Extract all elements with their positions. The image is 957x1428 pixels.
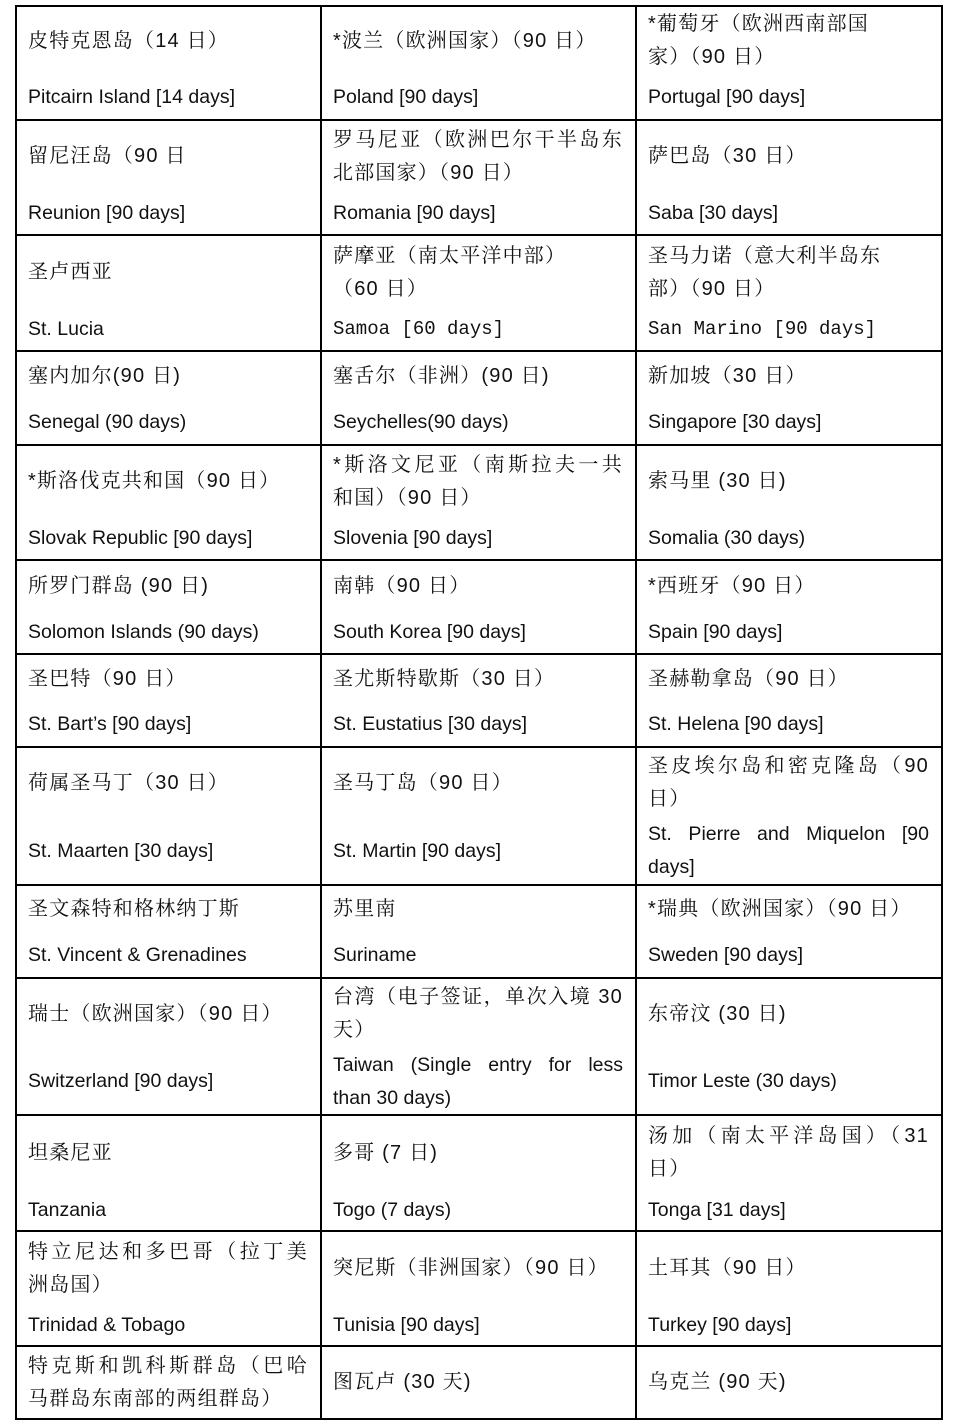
- english-name: [333, 75, 623, 119]
- chinese-name: [648, 7, 929, 75]
- table-cell: [17, 1347, 322, 1420]
- chinese-name: [648, 1347, 929, 1418]
- english-text-line: St. Eustatius [30 days]: [333, 713, 528, 735]
- chinese-name: [333, 886, 623, 933]
- table-cell: [17, 1232, 322, 1347]
- english-name: [648, 1190, 929, 1230]
- chinese-name: [648, 1116, 929, 1190]
- table-cell: [17, 886, 322, 979]
- table-row: [17, 121, 943, 236]
- english-text-line: Suriname: [333, 943, 417, 966]
- chinese-name: [333, 655, 623, 703]
- chinese-name: [28, 979, 308, 1049]
- chinese-text-line: 塞舌尔（非洲）(90 日): [333, 365, 550, 387]
- chinese-name: [28, 748, 308, 818]
- english-name: [333, 1190, 623, 1230]
- english-text-line: Spain [90 days]: [648, 620, 783, 643]
- table-cell: [17, 236, 322, 352]
- table-cell: [17, 748, 322, 886]
- chinese-text-line: 圣马丁岛（90 日）: [333, 771, 513, 794]
- chinese-text-line: 和国）（90 日）: [333, 486, 482, 509]
- english-name: [648, 309, 929, 350]
- chinese-name: [648, 1232, 929, 1305]
- chinese-name: [28, 236, 308, 309]
- chinese-text-line: 天）: [333, 1019, 376, 1041]
- english-text-line: days]: [648, 856, 695, 878]
- english-text-line: than 30 days): [333, 1086, 452, 1109]
- chinese-text-line: 新加坡（30 日）: [648, 365, 807, 387]
- chinese-name: [648, 121, 929, 192]
- english-name: [648, 401, 929, 444]
- table-cell: [637, 121, 943, 236]
- english-name: [333, 309, 623, 350]
- table-cell: [637, 446, 943, 561]
- chinese-text-line: *葡萄牙（欧洲西南部国: [648, 13, 869, 35]
- chinese-text-line: 圣尤斯特歇斯（30 日）: [333, 667, 556, 690]
- chinese-text-line: 圣赫勒拿岛（90 日）: [648, 667, 850, 690]
- chinese-text-line: 荷属圣马丁（30 日）: [28, 771, 230, 794]
- chinese-text-line: 圣文森特和格林纳丁斯: [28, 898, 240, 920]
- table-cell: [322, 236, 637, 352]
- english-name: [28, 309, 308, 350]
- chinese-text-line: 土耳其（90 日）: [648, 1257, 807, 1279]
- table-cell: [322, 1116, 637, 1232]
- table-cell: [637, 236, 943, 352]
- english-text-line: Taiwan (Single entry for less: [333, 1053, 623, 1076]
- chinese-text-line: 特克斯和凯科斯群岛（巴哈: [28, 1354, 308, 1377]
- english-text-line: South Korea [90 days]: [333, 620, 526, 643]
- english-name: [28, 611, 308, 653]
- table-row: [17, 352, 943, 446]
- chinese-name: [333, 748, 623, 818]
- chinese-text-line: 东帝汶 (30 日): [648, 1002, 787, 1025]
- english-text-line: St. Vincent & Grenadines: [28, 943, 247, 966]
- chinese-text-line: 所罗门群岛 (90 日): [28, 574, 210, 597]
- chinese-name: [648, 655, 929, 703]
- chinese-text-line: 图瓦卢 (30 天): [333, 1371, 472, 1393]
- chinese-name: [648, 236, 929, 309]
- table-cell: [322, 352, 637, 446]
- english-name: [333, 611, 623, 653]
- english-text-line: Somalia (30 days): [648, 526, 806, 549]
- table-row: [17, 446, 943, 561]
- table-cell: [322, 886, 637, 979]
- english-text-line: Romania [90 days]: [333, 201, 496, 224]
- table-cell: [637, 7, 943, 121]
- table-cell: [322, 121, 637, 236]
- table-row: [17, 1232, 943, 1347]
- english-text-line: St. Bart’s [90 days]: [28, 713, 192, 735]
- english-name: [333, 933, 623, 977]
- table-cell: [322, 446, 637, 561]
- chinese-text-line: *瑞典（欧洲国家）（90 日）: [648, 898, 912, 920]
- table-row: [17, 1347, 943, 1420]
- table-cell: [322, 979, 637, 1116]
- english-text-line: Tunisia [90 days]: [333, 1313, 480, 1336]
- chinese-text-line: 汤加（南太平洋岛国）（31: [648, 1125, 929, 1147]
- chinese-name: [28, 655, 308, 703]
- chinese-text-line: *波兰（欧洲国家）（90 日）: [333, 29, 597, 52]
- table-cell: [637, 748, 943, 886]
- english-text-line: Sweden [90 days]: [648, 943, 804, 966]
- english-text-line: St. Maarten [30 days]: [28, 839, 214, 862]
- table-row: [17, 655, 943, 748]
- english-name: [648, 517, 929, 559]
- table-cell: [637, 352, 943, 446]
- table-cell: [637, 886, 943, 979]
- chinese-text-line: 萨摩亚（南太平洋中部）: [333, 244, 567, 267]
- english-name: [28, 517, 308, 559]
- table-cell: [322, 655, 637, 748]
- english-text-line: Poland [90 days]: [333, 85, 479, 108]
- chinese-name: [648, 979, 929, 1049]
- chinese-name: [333, 236, 623, 309]
- chinese-name: [648, 352, 929, 401]
- chinese-name: [333, 979, 623, 1049]
- table-cell: [17, 446, 322, 561]
- english-name: [333, 517, 623, 559]
- english-name: [28, 1190, 308, 1230]
- chinese-text-line: 洲岛国）: [28, 1273, 113, 1296]
- table-cell: [322, 1232, 637, 1347]
- chinese-name: [333, 1116, 623, 1190]
- chinese-text-line: 日）: [648, 1158, 691, 1180]
- english-name: [28, 933, 308, 977]
- english-text-line: Singapore [30 days]: [648, 411, 822, 433]
- table-cell: [17, 7, 322, 121]
- english-name: [648, 192, 929, 234]
- english-text-line: St. Helena [90 days]: [648, 713, 824, 735]
- chinese-text-line: *斯洛文尼亚（南斯拉夫一共: [333, 453, 623, 476]
- table-row: [17, 748, 943, 886]
- chinese-text-line: 特立尼达和多巴哥（拉丁美: [28, 1240, 308, 1263]
- english-name: [648, 1049, 929, 1114]
- english-name: [28, 703, 308, 746]
- english-text-line: San Marino [90 days]: [648, 318, 877, 340]
- english-text-line: St. Pierre and Miquelon [90: [648, 823, 929, 845]
- chinese-text-line: 皮特克恩岛（14 日）: [28, 29, 230, 52]
- table-cell: [322, 7, 637, 121]
- table-cell: [17, 979, 322, 1116]
- chinese-name: [28, 1347, 308, 1418]
- chinese-text-line: 乌克兰 (90 天): [648, 1371, 787, 1393]
- chinese-text-line: 日）: [648, 788, 691, 810]
- english-text-line: Tonga [31 days]: [648, 1198, 786, 1221]
- table-cell: [17, 561, 322, 655]
- english-text-line: Solomon Islands (90 days): [28, 620, 259, 643]
- english-name: [333, 1049, 623, 1114]
- chinese-name: [333, 1347, 623, 1418]
- english-name: [28, 192, 308, 234]
- chinese-name: [333, 352, 623, 401]
- table-cell: [17, 352, 322, 446]
- english-text-line: Senegal (90 days): [28, 411, 187, 433]
- table-row: [17, 886, 943, 979]
- chinese-text-line: *西班牙（90 日）: [648, 574, 816, 597]
- chinese-text-line: 瑞士（欧洲国家）（90 日）: [28, 1002, 283, 1025]
- chinese-name: [648, 561, 929, 611]
- chinese-text-line: 圣巴特（90 日）: [28, 667, 187, 690]
- chinese-text-line: 北部国家）（90 日）: [333, 161, 525, 184]
- chinese-text-line: 索马里 (30 日): [648, 470, 787, 492]
- chinese-text-line: 苏里南: [333, 898, 397, 920]
- english-text-line: Pitcairn Island [14 days]: [28, 85, 236, 108]
- english-name: [28, 1049, 308, 1114]
- table-row: [17, 979, 943, 1116]
- table-cell: [637, 1116, 943, 1232]
- chinese-name: [333, 561, 623, 611]
- english-name: [333, 192, 623, 234]
- table-cell: [322, 748, 637, 886]
- chinese-text-line: 塞内加尔(90 日): [28, 365, 182, 387]
- english-name: [28, 75, 308, 119]
- chinese-name: [28, 121, 308, 192]
- table-cell: [322, 1347, 637, 1420]
- chinese-name: [333, 446, 623, 517]
- chinese-text-line: 台湾（电子签证，单次入境 30: [333, 986, 623, 1008]
- english-name: [28, 1305, 308, 1345]
- table-cell: [17, 121, 322, 236]
- chinese-name: [28, 561, 308, 611]
- chinese-text-line: 圣卢西亚: [28, 261, 113, 283]
- chinese-name: [28, 1116, 308, 1190]
- english-name: [333, 401, 623, 444]
- english-text-line: St. Martin [90 days]: [333, 839, 501, 862]
- chinese-name: [648, 446, 929, 517]
- chinese-text-line: 圣马力诺（意大利半岛东: [648, 244, 882, 267]
- table-row: [17, 1116, 943, 1232]
- chinese-name: [333, 1232, 623, 1305]
- chinese-text-line: （60 日）: [333, 277, 429, 300]
- chinese-text-line: 坦桑尼亚: [28, 1141, 113, 1164]
- english-name: [333, 1305, 623, 1345]
- table-cell: [17, 655, 322, 748]
- english-name: [648, 703, 929, 746]
- chinese-text-line: 圣皮埃尔岛和密克隆岛（90: [648, 755, 929, 777]
- chinese-text-line: 马群岛东南部的两组群岛）: [28, 1387, 283, 1410]
- english-text-line: Slovak Republic [90 days]: [28, 526, 253, 549]
- english-name: [648, 818, 929, 884]
- chinese-text-line: 留尼汪岛（90 日: [28, 145, 187, 167]
- chinese-name: [28, 446, 308, 517]
- chinese-text-line: 罗马尼亚（欧洲巴尔干半岛东: [333, 128, 623, 151]
- english-name: [648, 611, 929, 653]
- chinese-text-line: 部）（90 日）: [648, 277, 776, 300]
- chinese-text-line: 突尼斯（非洲国家）（90 日）: [333, 1257, 609, 1279]
- table-cell: [322, 561, 637, 655]
- english-text-line: Slovenia [90 days]: [333, 526, 493, 549]
- english-text-line: Timor Leste (30 days): [648, 1070, 837, 1092]
- table-row: [17, 236, 943, 352]
- chinese-text-line: *斯洛伐克共和国（90 日）: [28, 470, 281, 492]
- english-name: [28, 818, 308, 884]
- english-text-line: Togo (7 days): [333, 1198, 452, 1221]
- table-cell: [637, 1232, 943, 1347]
- english-text-line: Turkey [90 days]: [648, 1313, 792, 1336]
- table-row: [17, 561, 943, 655]
- english-text-line: Portugal [90 days]: [648, 85, 806, 108]
- english-name: [333, 818, 623, 884]
- english-text-line: Trinidad & Tobago: [28, 1313, 186, 1336]
- chinese-name: [333, 121, 623, 192]
- english-text-line: Samoa [60 days]: [333, 318, 505, 340]
- chinese-text-line: 萨巴岛（30 日）: [648, 145, 807, 167]
- table-cell: [637, 561, 943, 655]
- english-name: [648, 1305, 929, 1345]
- table-cell: [637, 1347, 943, 1420]
- table-row: [17, 7, 943, 121]
- chinese-name: [648, 748, 929, 818]
- english-text-line: Reunion [90 days]: [28, 201, 186, 224]
- english-text-line: Tanzania: [28, 1198, 107, 1221]
- chinese-name: [333, 7, 623, 75]
- visa-country-table: [15, 5, 943, 1420]
- chinese-text-line: 多哥 (7 日): [333, 1141, 439, 1164]
- chinese-name: [28, 352, 308, 401]
- english-text-line: Saba [30 days]: [648, 201, 779, 224]
- english-name: [28, 401, 308, 444]
- table-cell: [17, 1116, 322, 1232]
- chinese-name: [28, 886, 308, 933]
- english-name: [648, 75, 929, 119]
- chinese-name: [28, 7, 308, 75]
- table-cell: [637, 979, 943, 1116]
- chinese-text-line: 家）（90 日）: [648, 46, 776, 68]
- chinese-name: [648, 886, 929, 933]
- english-text-line: Seychelles(90 days): [333, 411, 509, 433]
- english-name: [648, 933, 929, 977]
- english-text-line: St. Lucia: [28, 318, 104, 340]
- table-cell: [637, 655, 943, 748]
- chinese-text-line: 南韩（90 日）: [333, 574, 471, 597]
- english-name: [333, 703, 623, 746]
- english-text-line: Switzerland [90 days]: [28, 1070, 214, 1092]
- chinese-name: [28, 1232, 308, 1305]
